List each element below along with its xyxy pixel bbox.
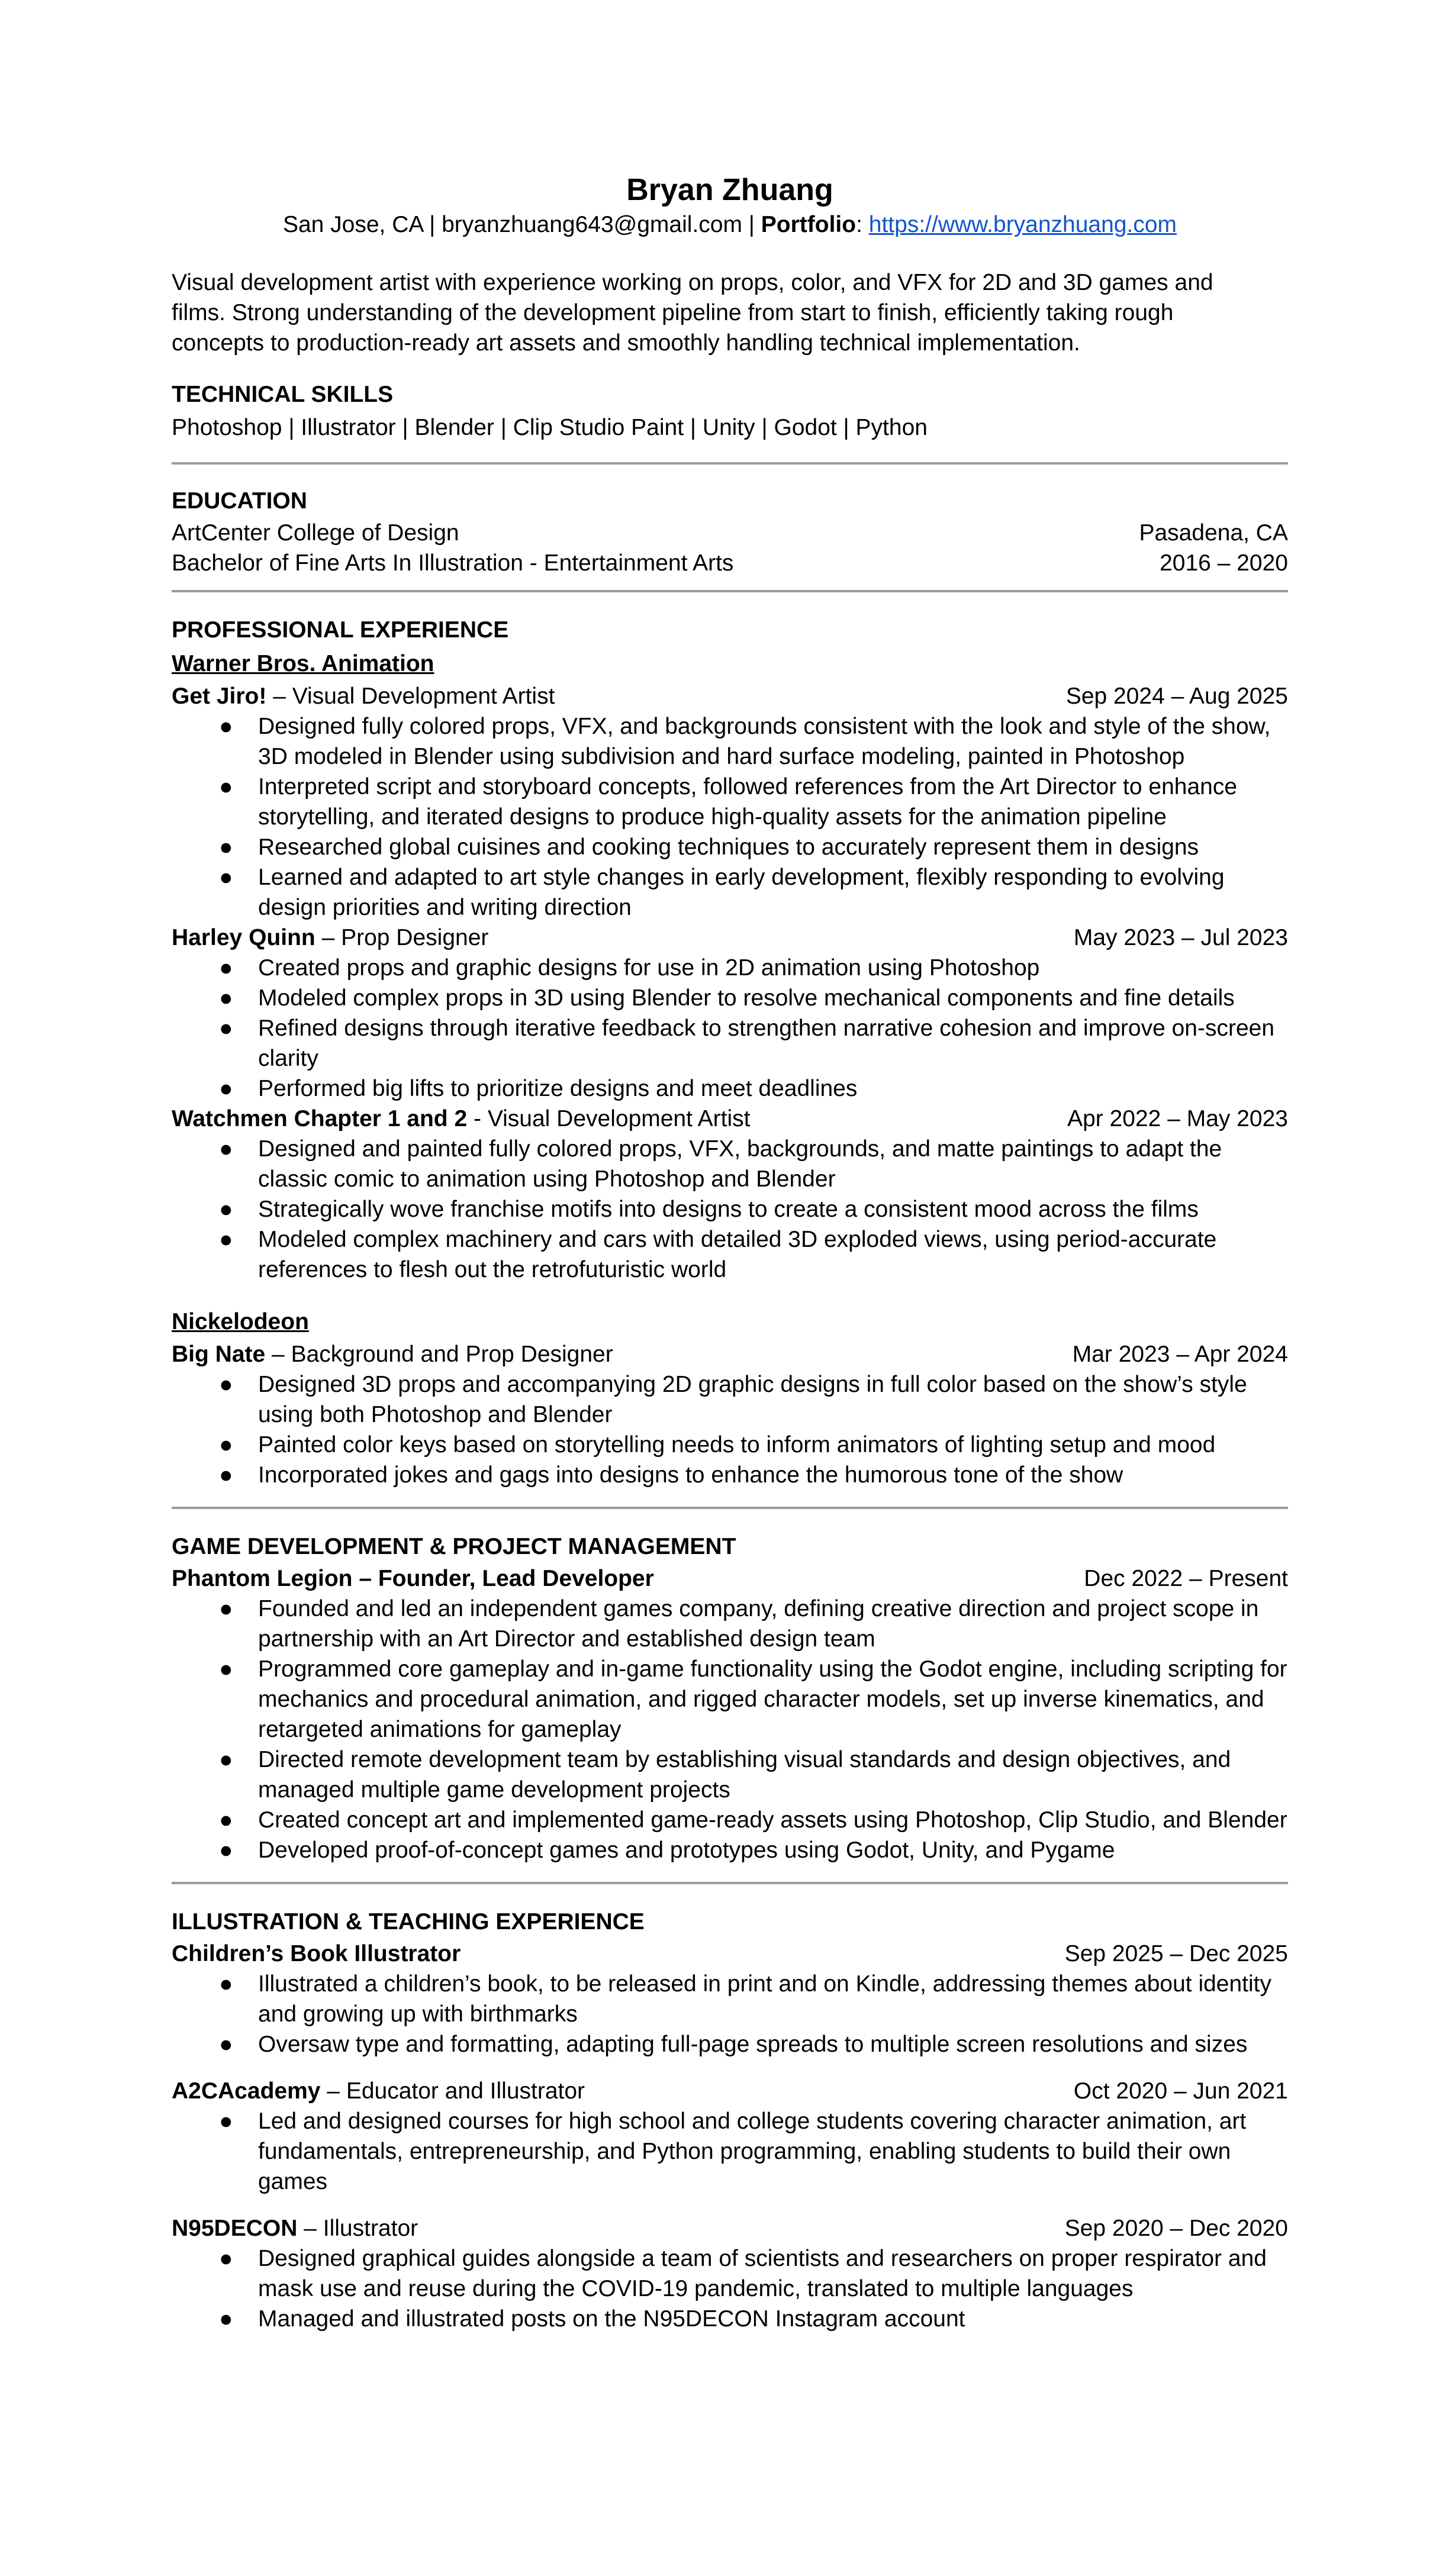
gamedev-section (172, 1530, 1288, 1865)
list-item: ● Designed and painted fully colored props, VFX, backgrounds, and matte paintings to adapt the classic comic to animation using Photoshop and Blender (172, 1134, 1288, 1194)
project-name: Harley Quinn (172, 925, 315, 950)
illustration-section (172, 1906, 1288, 2334)
bullet-list (172, 1594, 1288, 1865)
bullet-icon: ● (219, 1656, 233, 1682)
bullet-icon: ● (219, 2108, 233, 2134)
bullet-icon: ● (219, 985, 233, 1011)
list-item: ● Learned and adapted to art style changes in early development, flexibly responding to evolving design priorities and writing direction (172, 862, 1288, 923)
job-heading (172, 2213, 1288, 2243)
bullet-list (172, 1134, 1288, 1285)
bullet-icon: ● (219, 2246, 233, 2271)
bullet-icon: ● (219, 1372, 233, 1397)
bullet-icon: ● (219, 1837, 233, 1863)
list-item: ● Managed and illustrated posts on the N95DECON Instagram account (172, 2304, 1288, 2334)
list-item: ● Designed graphical guides alongside a team of scientists and researchers on proper respirator and mask use and reuse during the COVID-19 pandemic, translated to multiple languages (172, 2243, 1288, 2304)
company-name: Warner Bros. Animation (172, 651, 434, 676)
bullet-icon: ● (219, 1227, 233, 1252)
list-item: ● Designed 3D props and accompanying 2D graphic designs in full color based on the show’s style using both Photoshop and Blender (172, 1369, 1288, 1430)
bullet-icon: ● (219, 1015, 233, 1041)
experience-section (172, 614, 1288, 1490)
list-item: ● Incorporated jokes and gags into designs to enhance the humorous tone of the show (172, 1460, 1288, 1490)
contact-line: San Jose, CA | bryanzhuang643@gmail.com | Portfolio: https://www.bryanzhuang.com (282, 212, 1177, 237)
list-item: ● Performed big lifts to prioritize designs and meet deadlines (172, 1073, 1288, 1104)
bullet-icon: ● (219, 2032, 233, 2057)
list-item: ● Researched global cuisines and cooking techniques to accurately represent them in designs (172, 832, 1288, 862)
bullet-icon: ● (219, 955, 233, 981)
job-role: - Visual Development Artist (467, 1106, 751, 1131)
job-heading (172, 923, 1288, 953)
job-dates: Dec 2022 – Present (1084, 1566, 1288, 1591)
job-role: – Prop Designer (315, 925, 489, 950)
bullet-list (172, 2243, 1288, 2334)
list-item: ● Directed remote development team by establishing visual standards and design objectives, and managed multiple game development projects (172, 1745, 1288, 1805)
list-item: ● Designed fully colored props, VFX, and backgrounds consistent with the look and style of the show, 3D modeled in Blender using subdivision and hard surface modeling, painted in Photoshop (172, 711, 1288, 772)
project-name: A2CAcademy (172, 2078, 321, 2104)
bullet-icon: ● (219, 1971, 233, 1997)
job-dates: Sep 2025 – Dec 2025 (1064, 1941, 1288, 1966)
job-heading (172, 681, 1288, 711)
education-section (172, 485, 1288, 578)
bullet-icon: ● (219, 2306, 233, 2332)
illustration-title: ILLUSTRATION & TEACHING EXPERIENCE (172, 1909, 645, 1935)
job-dates: May 2023 – Jul 2023 (1073, 925, 1288, 950)
divider (172, 462, 1288, 465)
job-role: – Educator and Illustrator (320, 2078, 585, 2104)
job-role: – Visual Development Artist (266, 684, 555, 709)
bullet-list (172, 2106, 1288, 2197)
job-dates: Oct 2020 – Jun 2021 (1073, 2078, 1288, 2104)
bullet-icon: ● (219, 1807, 233, 1833)
bullet-list (172, 1369, 1288, 1490)
list-item: ● Led and designed courses for high school and college students covering character animation, art fundamentals, entrepreneurship, and Python programming, enabling students to build their own games (172, 2106, 1288, 2197)
bullet-icon: ● (219, 1462, 233, 1488)
divider (172, 1882, 1288, 1884)
summary: Visual development artist with experience working on props, color, and VFX for 2D and 3D games and films. Strong understanding of the development pipeline from start to finish, efficiently taking rough concepts to production-ready art assets and smoothly handling technical implementation. (172, 270, 1213, 356)
bullet-list (172, 953, 1288, 1104)
school-name: ArtCenter College of Design (172, 520, 459, 546)
skills-title: TECHNICAL SKILLS (172, 382, 394, 407)
list-item: ● Created props and graphic designs for use in 2D animation using Photoshop (172, 953, 1288, 983)
company-name: Nickelodeon (172, 1309, 309, 1334)
bullet-icon: ● (219, 1747, 233, 1772)
job-dates: Apr 2022 – May 2023 (1067, 1106, 1288, 1131)
list-item: ● Programmed core gameplay and in-game functionality using the Godot engine, including scripting for mechanics and procedural animation, and rigged character models, set up inverse kinematics, and retargeted animations for gameplay (172, 1654, 1288, 1745)
education-school-row (172, 518, 1288, 548)
skills-list: Photoshop | Illustrator | Blender | Clip Studio Paint | Unity | Godot | Python (172, 415, 928, 440)
bullet-icon: ● (219, 865, 233, 890)
project-name: Watchmen Chapter 1 and 2 (172, 1106, 468, 1131)
experience-title: PROFESSIONAL EXPERIENCE (172, 617, 509, 643)
job-heading (172, 1563, 1288, 1594)
degree: Bachelor of Fine Arts In Illustration - Entertainment Arts (172, 550, 734, 576)
job-heading (172, 1939, 1288, 1969)
list-item: ● Created concept art and implemented game-ready assets using Photoshop, Clip Studio, and Blender (172, 1805, 1288, 1835)
job-heading (172, 2076, 1288, 2106)
bullet-icon: ● (219, 1076, 233, 1101)
bullet-icon: ● (219, 1596, 233, 1621)
job-role: – Background and Prop Designer (265, 1342, 613, 1367)
list-item: ● Modeled complex props in 3D using Blender to resolve mechanical components and fine details (172, 983, 1288, 1013)
list-item: ● Developed proof-of-concept games and prototypes using Godot, Unity, and Pygame (172, 1835, 1288, 1865)
project-name: Big Nate (172, 1342, 266, 1367)
list-item: ● Illustrated a children’s book, to be released in print and on Kindle, addressing themes about identity and growing up with birthmarks (172, 1969, 1288, 2029)
bullet-icon: ● (219, 714, 233, 739)
list-item: ● Painted color keys based on storytelling needs to inform animators of lighting setup and mood (172, 1430, 1288, 1460)
bullet-icon: ● (219, 834, 233, 860)
project-name: Get Jiro! (172, 684, 267, 709)
bullet-list (172, 711, 1288, 923)
email: bryanzhuang643@gmail.com (442, 212, 742, 237)
project-name: Phantom Legion – Founder, Lead Developer (172, 1566, 654, 1591)
job-dates: Sep 2024 – Aug 2025 (1065, 684, 1288, 709)
project-name: N95DECON (172, 2216, 298, 2241)
list-item: ● Strategically wove franchise motifs into designs to create a consistent mood across the films (172, 1194, 1288, 1224)
list-item: ● Interpreted script and storyboard concepts, followed references from the Art Director to enhance storytelling, and iterated designs to produce high-quality assets for the animation pipeline (172, 772, 1288, 832)
divider (172, 590, 1288, 592)
candidate-name: Bryan Zhuang (626, 173, 833, 207)
list-item: ● Founded and led an independent games company, defining creative direction and project scope in partnership with an Art Director and established design team (172, 1594, 1288, 1654)
project-name: Children’s Book Illustrator (172, 1941, 461, 1966)
gamedev-title: GAME DEVELOPMENT & PROJECT MANAGEMENT (172, 1534, 736, 1559)
education-title: EDUCATION (172, 488, 307, 514)
bullet-icon: ● (219, 1136, 233, 1162)
skills-section (172, 378, 1288, 444)
list-item: ● Refined designs through iterative feedback to strengthen narrative cohesion and improve on-screen clarity (172, 1013, 1288, 1073)
bullet-icon: ● (219, 1197, 233, 1222)
list-item: ● Modeled complex machinery and cars with detailed 3D exploded views, using period-accurate references to flesh out the retrofuturistic world (172, 1224, 1288, 1285)
location: San Jose, CA (282, 212, 423, 237)
list-item: ● Oversaw type and formatting, adapting full-page spreads to multiple screen resolutions and sizes (172, 2029, 1288, 2059)
portfolio-link[interactable]: https://www.bryanzhuang.com (868, 212, 1177, 237)
job-heading (172, 1104, 1288, 1134)
job-dates: Sep 2020 – Dec 2020 (1064, 2216, 1288, 2241)
portfolio-label: Portfolio (761, 212, 856, 237)
school-location: Pasadena, CA (1139, 520, 1288, 546)
education-degree-row (172, 548, 1288, 578)
job-role: – Illustrator (297, 2216, 418, 2241)
bullet-list (172, 1969, 1288, 2059)
bullet-icon: ● (219, 774, 233, 799)
education-dates: 2016 – 2020 (1160, 550, 1288, 576)
job-dates: Mar 2023 – Apr 2024 (1072, 1342, 1288, 1367)
job-heading (172, 1339, 1288, 1369)
divider (172, 1507, 1288, 1509)
bullet-icon: ● (219, 1432, 233, 1458)
